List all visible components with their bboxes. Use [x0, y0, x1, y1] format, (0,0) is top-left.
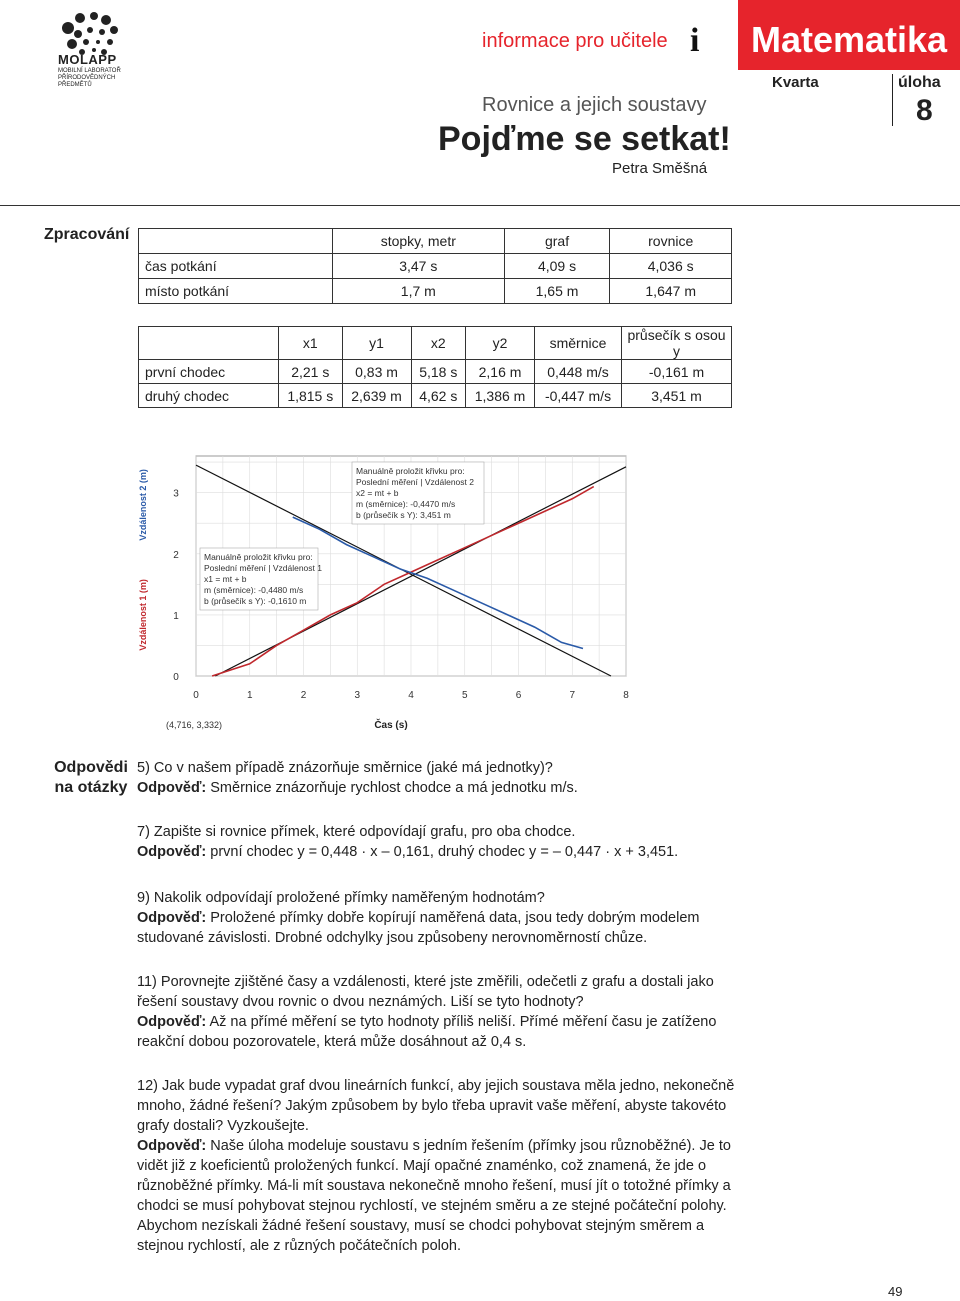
table-cell: 5,18 s: [411, 360, 466, 384]
answer-text: Až na přímé měření se tyto hodnoty příliš neliší. Přímé měření času je zatíženo reakční dobou pozorovatele, která může dosáhnout až 0,4 s.: [137, 1014, 717, 1050]
table-cell: 2,16 m: [466, 360, 535, 384]
table-cell: 4,09 s: [504, 254, 610, 279]
annotation-text: m (směrnice): -0,4480 m/s: [204, 585, 304, 595]
question-text: 7) Zapište si rovnice přímek, které odpovídají grafu, pro oba chodce.: [137, 824, 576, 840]
question-text: 5) Co v našem případě znázorňuje směrnice (jaké má jednotky)?: [137, 760, 553, 776]
annotation-text: x2 = mt + b: [356, 488, 399, 498]
table-header: x2: [411, 327, 466, 360]
row-label: druhý chodec: [139, 384, 279, 408]
section-label-processing: Zpracování: [44, 226, 130, 243]
answer-label: Odpověď:: [137, 1014, 207, 1030]
page-title: Pojďme se setkat!: [438, 120, 731, 158]
answer-text: první chodec y = 0,448 · x – 0,161, druhý chodec y = – 0,447 · x + 3,451.: [210, 844, 679, 860]
table-header-row: [139, 327, 732, 360]
subject-banner: Matematika: [738, 0, 960, 70]
y-tick-label: 0: [173, 672, 179, 683]
grade-label: Kvarta: [772, 74, 819, 91]
annotation-text: Manuálně proložit křivku pro:: [204, 552, 313, 562]
table-cell: 3,47 s: [332, 254, 504, 279]
task-number: 8: [916, 94, 933, 127]
question-text: 12) Jak bude vypadat graf dvou lineárních funkcí, aby jejich soustava měla jedno, nekonečně mnoho, žádné řešení? Jakým způsobem by bylo třeba upravit vaše měření, abyste takovéto grafy dostali? Vyzkoušejte.: [137, 1078, 735, 1134]
table-header: stopky, metr: [332, 229, 504, 254]
row-label: čas potkání: [139, 254, 333, 279]
table-cell: -0,161 m: [622, 360, 732, 384]
annotation-text: b (průsečík s Y): -0,1610 m: [204, 596, 307, 606]
qa-item: [137, 822, 737, 862]
table-cell: 1,386 m: [466, 384, 535, 408]
table-cell: 2,21 s: [279, 360, 343, 384]
x-tick-label: 0: [193, 690, 199, 701]
table-header: y1: [342, 327, 411, 360]
x-tick-label: 2: [300, 690, 307, 701]
qa-item: [137, 972, 737, 1052]
task-label: úloha: [898, 74, 941, 91]
table-header: průsečík s osou y: [622, 327, 732, 360]
logo-subtitle: MOBILNÍ LABORATOŘ PŘÍRODOVĚDNÝCH PŘEDMĚTŮ: [58, 68, 121, 88]
annotation-text: Manuálně proložit křivku pro:: [356, 466, 465, 476]
table-cell: 0,83 m: [342, 360, 411, 384]
question-text: 11) Porovnejte zjištěné časy a vzdálenosti, které jste změřili, odečetli z grafu a dostali jako řešení soustavy dvou rovnic o dvou neznámých. Liší se tyto hodnoty?: [137, 974, 714, 1010]
y-axis-label-2: Vzdálenost 2 (m): [138, 469, 148, 541]
header-rule: [0, 205, 960, 206]
table-cell: 4,036 s: [610, 254, 732, 279]
row-label: místo potkání: [139, 279, 333, 304]
x-tick-label: 8: [623, 690, 629, 701]
table-row: [139, 279, 732, 304]
table-header: graf: [504, 229, 610, 254]
table-cell: 1,647 m: [610, 279, 732, 304]
table-header-row: [139, 229, 732, 254]
table-row: [139, 360, 732, 384]
y-tick-label: 3: [173, 488, 179, 500]
table-cell: 2,639 m: [342, 384, 411, 408]
question-text: 9) Nakolik odpovídají proložené přímky naměřeným hodnotám?: [137, 890, 545, 906]
table-header: směrnice: [535, 327, 622, 360]
x-axis-label: Čas (s): [374, 720, 408, 731]
answers-label-line1: Odpovědi: [54, 759, 128, 776]
annotation-text: b (průsečík s Y): 3,451 m: [356, 510, 451, 520]
table-header: x1: [279, 327, 343, 360]
annotation-text: Poslední měření | Vzdálenost 1: [204, 563, 322, 573]
logo-name: MOLAPP: [58, 52, 117, 67]
header-divider: [892, 74, 893, 126]
qa-item: [137, 758, 737, 798]
x-tick-label: 6: [515, 690, 522, 701]
annotation-text: Poslední měření | Vzdálenost 2: [356, 477, 474, 487]
answer-text: Naše úloha modeluje soustavu s jedním řešením (přímky jsou různoběžné). Je to vidět již z koeficientů proložených funkcí. Mají opačné znaménko, což znamená, že jde o různoběžné přímky. Má-li mít soustava nekonečně mnoho řešení, musí jít o totožné přímky a chodci se musí pohybovat stejnou rychlostí, ve stejném směru a ze stejné počáteční polohy. Abychom nezískali žádné řešení soustavy, musí se chodci pohybovat stejným směrem a stejnou rychlostí, ale z různých počátečních poloh.: [137, 1138, 731, 1254]
table-header: y2: [466, 327, 535, 360]
page-number: 49: [888, 1284, 903, 1299]
table-cell: 4,62 s: [411, 384, 466, 408]
table-cell: 1,65 m: [504, 279, 610, 304]
answer-label: Odpověď:: [137, 910, 207, 926]
section-label-answers: [54, 758, 128, 798]
table-row: [139, 254, 732, 279]
answer-label: Odpověď:: [137, 780, 207, 796]
x-tick-label: 3: [354, 690, 361, 701]
info-icon: i: [690, 22, 700, 59]
x-tick-label: 1: [246, 690, 253, 701]
x-tick-label: 7: [569, 690, 576, 701]
answer-label: Odpověď:: [137, 1138, 207, 1154]
y-tick-label: 2: [173, 549, 179, 561]
x-tick-label: 4: [408, 690, 414, 701]
table-cell: 1,815 s: [279, 384, 343, 408]
row-label: první chodec: [139, 360, 279, 384]
x-tick-label: 5: [461, 690, 468, 701]
topic: Rovnice a jejich soustavy: [482, 94, 707, 116]
teacher-info-label: informace pro učitele: [482, 30, 668, 52]
y-axis-label-1: Vzdálenost 1 (m): [138, 579, 148, 651]
table-cell: -0,447 m/s: [535, 384, 622, 408]
answer-text: Směrnice znázorňuje rychlost chodce a má jednotku m/s.: [210, 780, 578, 796]
answers-label-line2: na otázky: [54, 779, 128, 796]
molapp-logo-icon: [58, 10, 128, 58]
annotation-text: x1 = mt + b: [204, 574, 247, 584]
coordinate-readout: (4,716, 3,332): [166, 720, 223, 730]
y-tick-label: 1: [173, 610, 179, 622]
annotation-text: m (směrnice): -0,4470 m/s: [356, 499, 456, 509]
qa-item: [137, 888, 737, 948]
distance-time-chart: [130, 448, 650, 738]
table-cell: 0,448 m/s: [535, 360, 622, 384]
line-params-table: [138, 326, 732, 408]
table-cell: [139, 229, 333, 254]
author: Petra Směšná: [612, 160, 708, 177]
table-row: [139, 384, 732, 408]
table-header: rovnice: [610, 229, 732, 254]
results-table: [138, 228, 732, 304]
answer-text: Proložené přímky dobře kopírují naměřená data, jsou tedy dobrým modelem studované závislosti. Drobné odchylky jsou způsobeny nerovnoměrností chůze.: [137, 910, 700, 946]
table-cell: [139, 327, 279, 360]
table-cell: 3,451 m: [622, 384, 732, 408]
qa-item: [137, 1076, 737, 1256]
answer-label: Odpověď:: [137, 844, 207, 860]
table-cell: 1,7 m: [332, 279, 504, 304]
